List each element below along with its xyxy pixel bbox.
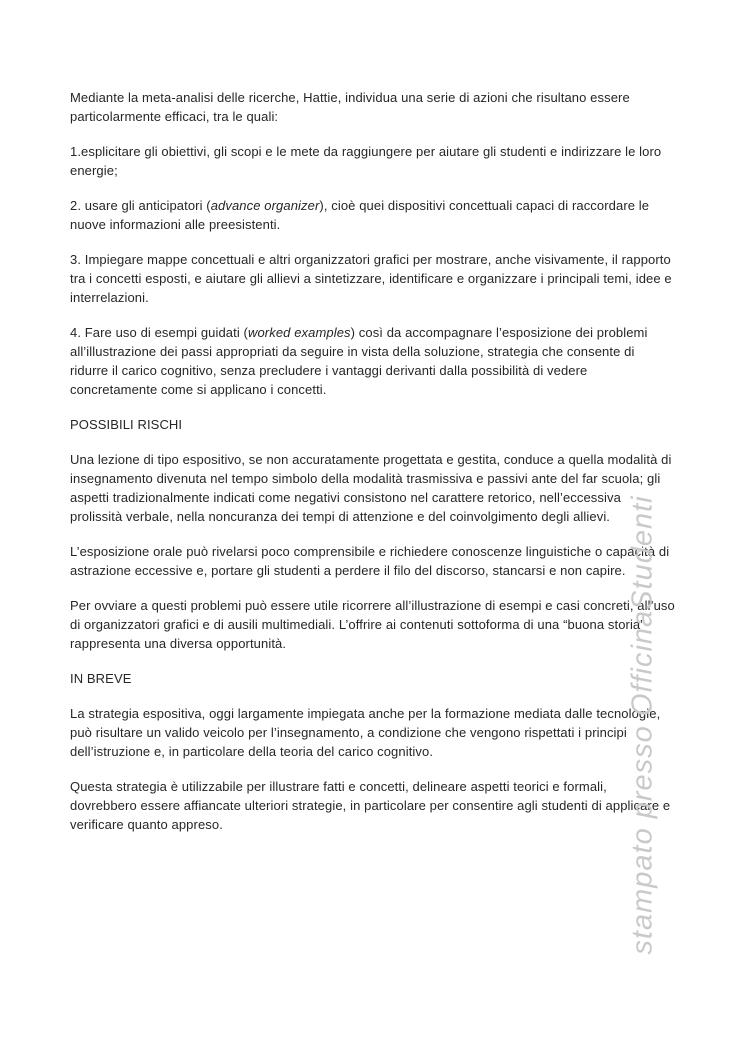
paragraph-summary-2: Questa strategia è utilizzabile per illustrare fatti e concetti, delineare aspetti teorici e formali, dovrebbero essere affiancate ulteriori strategie, in particolare per consentire agli studenti di applicare e verificare quanto appreso. (70, 779, 671, 832)
italic-term: worked examples (247, 325, 351, 340)
paragraph-list-item-3: 3. Impiegare mappe concettuali e altri organizzatori grafici per mostrare, anche visivamente, il rapporto tra i concetti esposti, e aiutare gli allievi a sintetizzare, identificare e organizzare i principali temi, idee e interrelazioni. (70, 252, 672, 305)
paragraph-text: 4. Fare uso di esempi guidati ( (70, 325, 248, 340)
paragraph-list-item-4 (70, 323, 676, 399)
paragraph-list-item-2 (70, 196, 676, 234)
section-heading-possibili-rischi: POSSIBILI RISCHI (70, 417, 183, 432)
paragraph-risks-2: L’esposizione orale può rivelarsi poco comprensibile e richiedere conoscenze linguistiche o capacità di astrazione eccessive e, portare gli studenti a perdere il filo del discorso, stancarsi e non capire. (70, 544, 670, 578)
paragraph-list-item-1: 1.esplicitare gli obiettivi, gli scopi e le mete da raggiungere per aiutare gli studenti e indirizzare le loro energie; (70, 144, 662, 178)
watermark: stampato presso OfficinaStudenti (626, 495, 659, 955)
italic-term: advance organizer (210, 198, 320, 213)
paragraph-risks-1: Una lezione di tipo espositivo, se non accuratamente progettata e gestita, conduce a quella modalità di insegnamento divenuta nel tempo simbolo della modalità trasmissiva e passivi ante del far scuola; gli aspetti tradizionalmente indicati come negativi consistono nel carattere retorico, nell’eccessiva prolissità verbale, nella noncuranza dei tempi di attenzione e del coinvolgimento degli allievi. (70, 452, 672, 524)
paragraph-text: 2. usare gli anticipatori ( (70, 198, 211, 213)
section-heading-in-breve: IN BREVE (70, 671, 132, 686)
paragraph-intro: Mediante la meta-analisi delle ricerche, Hattie, individua una serie di azioni che risultano essere particolarmente efficaci, tra le quali: (70, 90, 630, 124)
paragraph-text: ), cioè quei dispositivi concettuali capaci di raccordare le nuove informazioni alle preesistenti. (70, 198, 650, 232)
paragraph-summary-1: La strategia espositiva, oggi largamente impiegata anche per la formazione mediata dalle tecnologie, può risultare un valido veicolo per l’insegnamento, a condizione che vengono rispettati i principi dell’istruzione e, in particolare della teoria del carico cognitivo. (70, 706, 661, 759)
paragraph-risks-3: Per ovviare a questi problemi può essere utile ricorrere all’illustrazione di esempi e casi concreti, all’uso di organizzatori grafici e di ausili multimediali. L’offrire ai contenuti sottoforma di una “buona storia” rappresenta una diversa opportunità. (70, 598, 675, 651)
document-body (70, 88, 676, 850)
paragraph-text: ) così da accompagnare l’esposizione dei problemi all’illustrazione dei passi appropriati da seguire in vista della soluzione, strategia che consente di ridurre il carico cognitivo, senza precludere i vantaggi derivanti dalla possibilità di vedere concretamente come si applicano i concetti. (70, 325, 648, 397)
